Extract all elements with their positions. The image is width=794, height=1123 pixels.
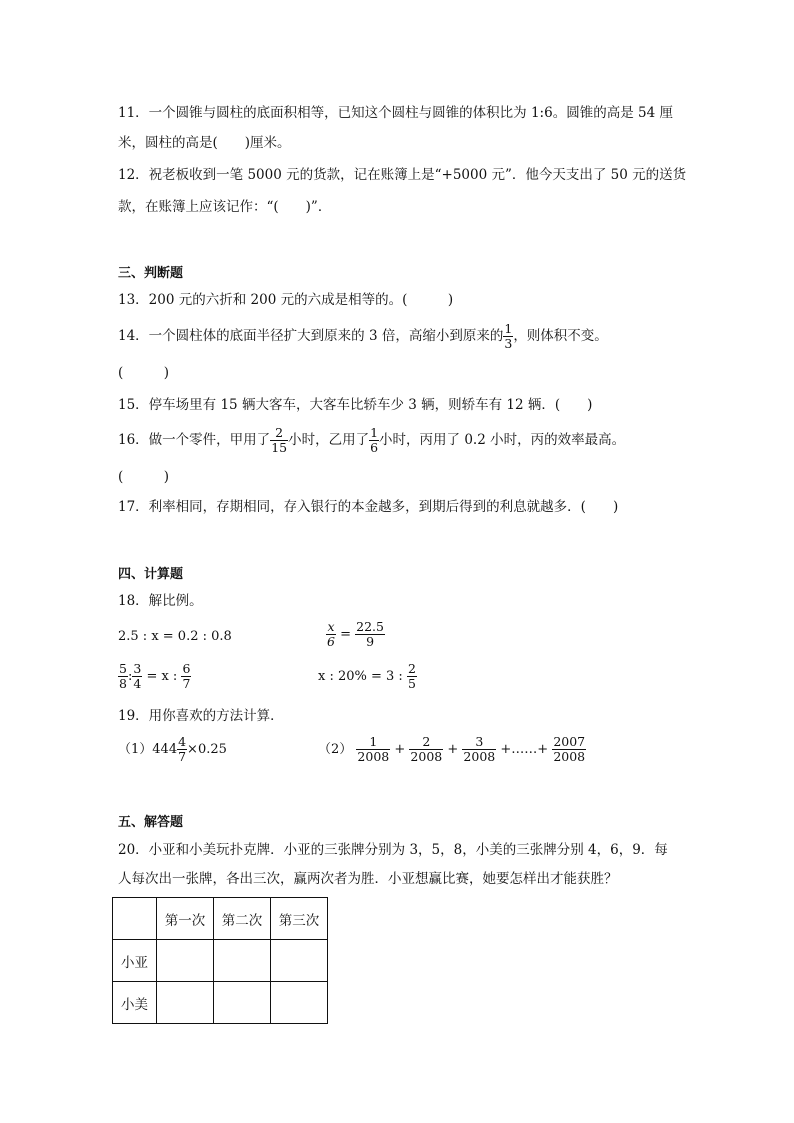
q19-p2-plus2: + [447, 742, 459, 757]
q12-line2: 款，在账簿上应该记作：“( )”． [118, 199, 332, 215]
q18-eq2-lhs-frac [326, 620, 336, 649]
q18-eq4-lhs: x : 20% = 3 : [318, 669, 403, 684]
q14-blank: ( ) [118, 365, 170, 381]
q17-text: 17．利率相同，存期相同，存入银行的本金越多，到期后得到的利息就越多．( ) [118, 499, 619, 515]
section3-title: 三、判断题 [118, 266, 184, 281]
q19-p2-term1-den: 2008 [357, 749, 390, 764]
section4-title: 四、计算题 [118, 567, 184, 582]
q20-answer-table [112, 897, 328, 1024]
table-cell [214, 940, 271, 982]
q18-eq3-frac-b [132, 662, 142, 691]
q19-p2-term3-den: 2008 [463, 749, 496, 764]
q19-p2-term1-num: 1 [356, 735, 390, 750]
q19-p1-frac [177, 735, 187, 764]
q18-eq3-frac-c [181, 662, 191, 691]
q16-frac1-num: 2 [270, 426, 288, 441]
table-header-cell: 第一次 [157, 898, 214, 940]
q16-frac1-den: 15 [271, 440, 288, 455]
q19-p2-plus1: + [394, 742, 406, 757]
q18-eq4-den: 5 [407, 676, 416, 691]
q11-line2: 米，圆柱的高是( )厘米。 [118, 135, 291, 151]
q19-p1-num: 4 [178, 734, 187, 749]
q20-line1: 20．小亚和小美玩扑克牌．小亚的三张牌分别为 3，5，8，小美的三张牌分别 4，6，9．每 [118, 842, 668, 858]
q16-fraction2 [369, 426, 379, 455]
q18-eq2-rhs-num: 22.5 [356, 619, 384, 634]
q12-line1: 12．祝老板收到一笔 5000 元的货款，记在账簿上是“+5000 元”．他今天支出了 50 元的送货 [118, 167, 687, 183]
q18-eq3-mid: = x : [146, 669, 178, 684]
table-cell [271, 940, 328, 982]
q18-eq3-c-den: 7 [182, 676, 191, 691]
q19-p2-last-den: 2008 [553, 749, 586, 764]
table-row [113, 982, 328, 1024]
table-cell [157, 940, 214, 982]
q18-eq3: $\frac{5}{8}$ : $\frac{3}{4}$ = x : $\frac{6}{7}$ [119, 661, 191, 691]
q19-p2-term2-num: 2 [409, 735, 443, 750]
q18-eq3-a-den: 8 [119, 676, 127, 691]
q18-eq3-b-den: 4 [133, 676, 142, 691]
q16-blank: ( ) [118, 469, 170, 485]
q15-text: 15．停车场里有 15 辆大客车，大客车比轿车少 3 辆，则轿车有 12 辆．( ) [118, 397, 593, 413]
q19-p2-label: （2） [318, 742, 353, 757]
q16-frac2-num: 1 [370, 425, 379, 440]
q14-frac-den: 3 [504, 336, 513, 351]
table-row-label: 小亚 [113, 940, 157, 982]
q18-eq3-frac-a [118, 662, 128, 691]
q19-p1-tail: ×0.25 [187, 742, 227, 757]
q18-eq3-a-num: 5 [119, 661, 127, 676]
q19-p2-term2-den: 2008 [410, 749, 443, 764]
q18-eq2-rhs-den: 9 [366, 634, 375, 649]
q16-part1: 16．做一个零件，甲用了 [118, 432, 271, 448]
q14-fraction [503, 322, 513, 351]
q19-p1-den: 7 [178, 749, 187, 764]
q20-line2: 人每次出一张牌，各出三次，赢两次者为胜．小亚想赢比赛，她要怎样出才能获胜？ [118, 871, 618, 887]
table-cell [157, 982, 214, 1024]
q13-text: 13．200 元的六折和 200 元的六成是相等的。( ) [118, 292, 454, 308]
q18-eq4-frac [407, 662, 417, 691]
q18-eq4 [318, 662, 417, 691]
table-cell [271, 982, 328, 1024]
q18-eq2 [326, 620, 385, 649]
table-header-cell: 第二次 [214, 898, 271, 940]
q19-part2 [318, 735, 586, 764]
q18-eq2-lhs-num: x [327, 619, 335, 634]
table-cell [214, 982, 271, 1024]
q19-p2-term1 [356, 735, 390, 764]
q14-before: 14．一个圆柱体的底面半径扩大到原来的 3 倍，高缩小到原来的 [118, 328, 504, 344]
q16-fraction1 [270, 426, 288, 455]
q18-eq3-b-num: 3 [133, 661, 142, 676]
q14-line1 [118, 320, 608, 352]
q18-title: 18．解比例。 [118, 593, 203, 609]
q19-p1-label: （1）444 [118, 742, 178, 757]
q19-p2-term2 [409, 735, 443, 764]
q11-line1: 11．一个圆锥与圆柱的底面积相等，已知这个圆柱与圆锥的体积比为 1:6。圆锥的高是 54 厘 [118, 105, 673, 121]
table-row-label: 小美 [113, 982, 157, 1024]
q18-eq2-lhs-den: 6 [327, 634, 335, 649]
q16-part2: 小时，乙用了 [288, 432, 370, 448]
q14-after: ，则体积不变。 [513, 328, 608, 344]
q19-part1 [118, 735, 227, 764]
q16-frac2-den: 6 [370, 440, 379, 455]
q16-part3: 小时，丙用了 0.2 小时，丙的效率最高。 [379, 432, 626, 448]
q19-p2-last [552, 735, 586, 764]
q16-line1 [118, 424, 625, 456]
q18-eq2-rhs-frac [355, 620, 385, 649]
q19-p2-dots: +……+ [500, 742, 549, 757]
q14-frac-num: 1 [504, 321, 513, 336]
q18-eq2-equals: = [340, 627, 351, 642]
q19-p2-term3 [462, 735, 496, 764]
section5-title: 五、解答题 [118, 815, 184, 830]
q19-p2-term3-num: 3 [462, 735, 496, 750]
q18-eq4-num: 2 [407, 661, 416, 676]
table-row [113, 940, 328, 982]
q18-eq1: 2.5 : x = 0.2 : 0.8 [118, 629, 232, 644]
table-header-row [113, 898, 328, 940]
q18-eq3-c-num: 6 [182, 661, 191, 676]
q19-p2-last-num: 2007 [553, 734, 586, 749]
q19-title: 19．用你喜欢的方法计算． [118, 708, 284, 724]
table-header-cell: 第三次 [271, 898, 328, 940]
table-header-cell [113, 898, 157, 940]
